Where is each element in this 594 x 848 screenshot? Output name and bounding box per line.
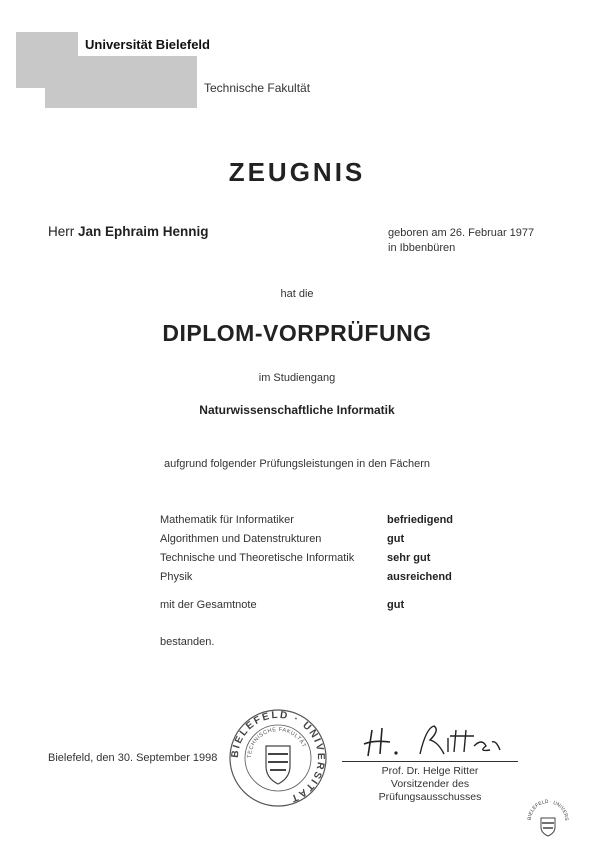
seal-inner-text: TECHNISCHE FAKULTÄT: [246, 726, 307, 759]
subject-name: Mathematik für Informatiker: [160, 514, 294, 526]
overall-grade-row: [160, 599, 404, 611]
birth-place: in Ibbenbüren: [388, 242, 456, 254]
signer-block: [342, 765, 518, 804]
subject-grade: befriedigend: [387, 514, 454, 526]
overall-grade-value: gut: [387, 599, 405, 611]
birth-info: [388, 226, 534, 256]
subject-name: Algorithmen und Datenstrukturen: [160, 533, 322, 545]
document-title: ZEUGNIS: [228, 157, 366, 187]
basis-text: aufgrund folgender Prüfungsleistungen in den Fächern: [163, 458, 431, 470]
signer-name: Prof. Dr. Helge Ritter: [381, 765, 479, 777]
overall-grade-label: mit der Gesamtnote: [160, 599, 257, 611]
has-the-text: hat die: [280, 288, 314, 300]
subject-grade: sehr gut: [387, 552, 431, 564]
small-university-logo: [526, 798, 570, 842]
seal-text: BIELEFELD · UNIVERSITÄT: [229, 709, 327, 805]
program-name: Naturwissenschaftliche Informatik: [199, 403, 395, 417]
grades-table: [160, 511, 453, 587]
recipient-name: Jan Ephraim Hennig: [78, 224, 209, 239]
subject-grade: ausreichend: [387, 571, 452, 583]
passed-text: bestanden.: [160, 636, 215, 648]
signature-line: [342, 761, 518, 762]
exam-title: DIPLOM-VORPRÜFUNG: [162, 320, 432, 346]
subject-grade: gut: [387, 533, 405, 545]
grade-row: [160, 549, 453, 568]
university-name: Universität Bielefeld: [85, 37, 210, 52]
grade-row: [160, 530, 453, 549]
logo-block: [45, 55, 197, 108]
grade-row: [160, 568, 453, 587]
salutation: Herr: [48, 224, 75, 239]
faculty-name: Technische Fakultät: [204, 81, 311, 95]
grade-row: [160, 511, 453, 530]
signer-role: Vorsitzender des Prüfungsausschusses: [378, 778, 482, 803]
birth-date: geboren am 26. Februar 1977: [388, 227, 535, 239]
recipient-line: [48, 224, 209, 239]
program-intro: im Studiengang: [258, 372, 336, 384]
mini-seal-text: BIELEFELD · UNIVERS: [526, 798, 570, 821]
subject-name: Technische und Theoretische Informatik: [160, 552, 355, 564]
subject-name: Physik: [160, 571, 193, 583]
place-date: Bielefeld, den 30. September 1998: [48, 752, 218, 764]
university-seal: [228, 708, 328, 808]
signature: [360, 720, 510, 762]
